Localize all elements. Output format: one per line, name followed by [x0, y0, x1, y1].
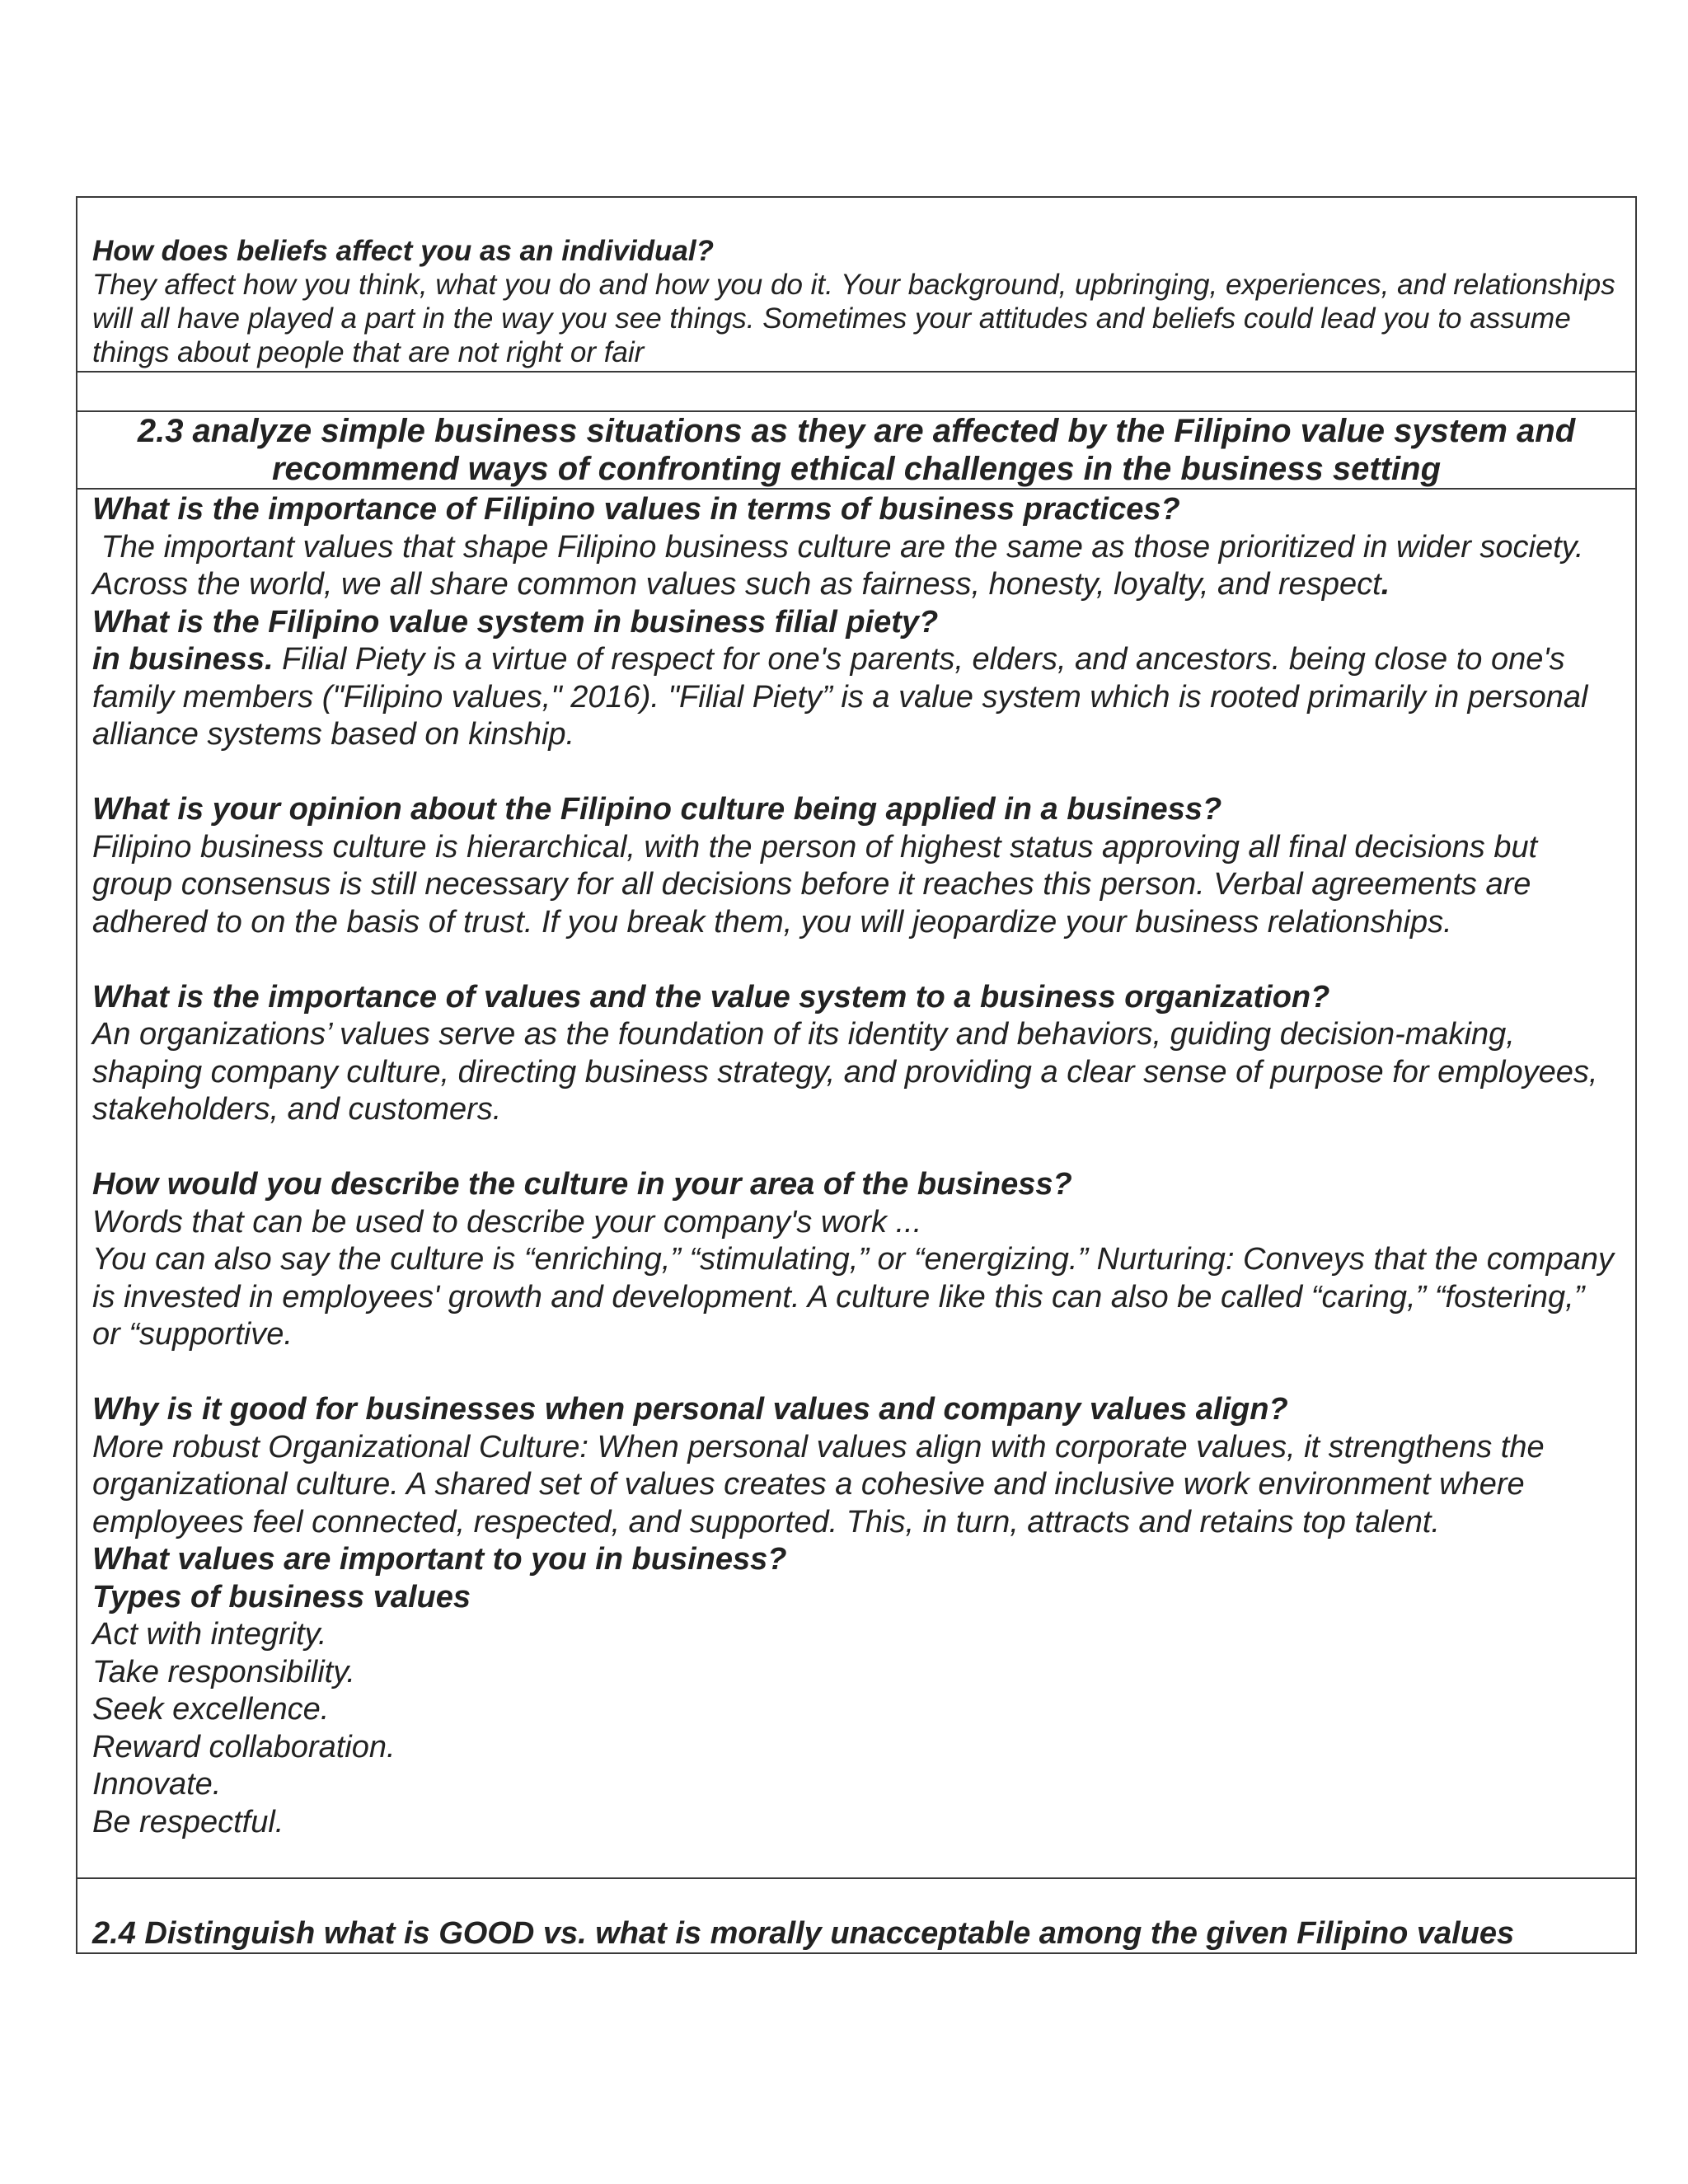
beliefs-row	[77, 198, 1635, 373]
values-list-item: Take responsibility.	[92, 1654, 355, 1690]
answer-2	[92, 641, 1620, 754]
answer-1-text: The important values that shape Filipino business culture are the same as those prioritized in wider society. Across the world, we all share common values such as fairness, honesty, loyalty, and respect	[92, 529, 1592, 602]
answer-3: Filipino business culture is hierarchical, with the person of highest status approving all final decisions but group consensus is still necessary for all decisions before it reaches this person. Verbal agreements are adhered to on the basis of trust. If you break them, you will jeopardize your business relationships.	[92, 829, 1538, 940]
values-list-item: Be respectful.	[92, 1804, 284, 1840]
answer-5-line-1: Words that can be used to describe your company's work ...	[92, 1204, 922, 1240]
answer-4: An organizations’ values serve as the foundation of its identity and behaviors, guiding decision-making, shaping company culture, directing business strategy, and providing a clear sense of purpose for employees, stakeholders, and customers.	[92, 1017, 1598, 1127]
section-2-4-cell	[77, 1879, 1635, 1952]
section-2-4-heading: 2.4 Distinguish what is GOOD vs. what is morally unacceptable among the given Filipino values	[92, 1916, 1515, 1951]
question-6: Why is it good for businesses when personal values and company values align?	[92, 1392, 1288, 1427]
question-7-subheading: Types of business values	[92, 1579, 471, 1615]
values-list-item: Act with integrity.	[92, 1617, 327, 1652]
section-2-3-heading: 2.3 analyze simple business situations as they are affected by the Filipino value system and recommend ways of confronting ethical challenges in the business setting	[137, 413, 1576, 487]
beliefs-answer: They affect how you think, what you do and how you do it. Your background, upbringing, experiences, and relationships will all have played a part in the way you see things. Sometimes your attitudes and beliefs could lead you to assume things about people that are not right or fair	[92, 269, 1615, 368]
spacer	[92, 941, 1620, 979]
question-1: What is the importance of Filipino values in terms of business practices?	[92, 492, 1180, 527]
question-2: What is the Filipino value system in business filial piety?	[92, 604, 939, 640]
values-list-item: Seek excellence.	[92, 1692, 330, 1727]
answer-1	[92, 529, 1620, 604]
section-2-4-row	[77, 1879, 1635, 1954]
business-values-cell	[77, 490, 1635, 1877]
question-7: What values are important to you in business?	[92, 1542, 787, 1577]
answer-1-period: .	[1381, 567, 1390, 602]
spacer	[92, 1354, 1620, 1392]
section-2-3-heading-row	[77, 412, 1635, 490]
question-3: What is your opinion about the Filipino culture being applied in a business?	[92, 792, 1222, 827]
values-list-item: Innovate.	[92, 1767, 222, 1802]
question-4: What is the importance of values and the value system to a business organization?	[92, 979, 1330, 1015]
answer-2-text: Filial Piety is a virtue of respect for one's parents, elders, and ancestors. being close to one's family members ("Filipino values," 2016). "Filial Piety” is a value system which is rooted primarily in personal alliance systems based on kinship.	[92, 642, 1597, 752]
empty-row	[77, 373, 1635, 412]
values-list-item: Reward collaboration.	[92, 1729, 396, 1765]
beliefs-cell	[77, 198, 1635, 371]
business-values-row	[77, 490, 1635, 1879]
spacer	[92, 1129, 1620, 1167]
answer-6: More robust Organizational Culture: When personal values align with corporate values, it strengthens the organizational culture. A shared set of values creates a cohesive and inclusive work environment where employees feel connected, respected, and supported. This, in turn, attracts and retains top talent.	[92, 1429, 1545, 1540]
spacer	[92, 754, 1620, 792]
beliefs-question: How does beliefs affect you as an individual?	[92, 235, 714, 267]
answer-5-line-2: You can also say the culture is “enriching,” “stimulating,” or “energizing.” Nurturing: Conveys that the company is invested in employees' growth and development. A culture like this can also be called “caring,” “fostering,” or “supportive.	[92, 1242, 1614, 1352]
answer-2-lead: in business.	[92, 642, 274, 677]
document-table	[76, 196, 1637, 1954]
question-5: How would you describe the culture in your area of the business?	[92, 1167, 1072, 1202]
